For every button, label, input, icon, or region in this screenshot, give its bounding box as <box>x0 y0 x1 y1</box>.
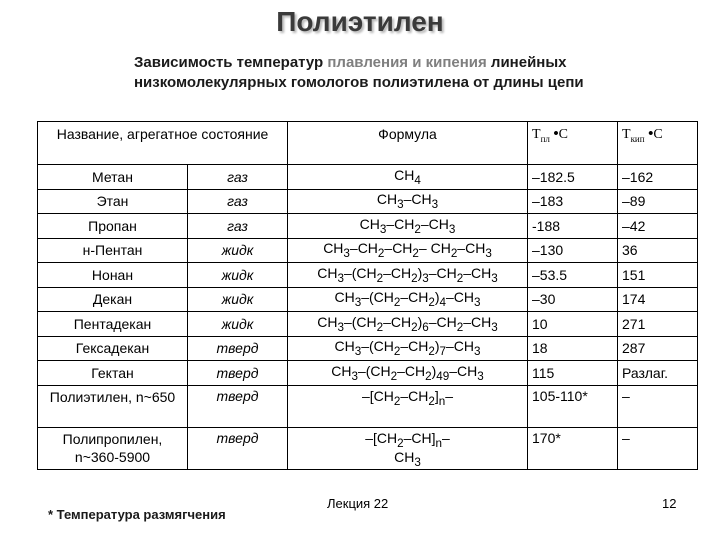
formula-part: –CH <box>383 264 412 281</box>
formula-part: CH <box>359 215 380 232</box>
formula-subscript: 7 <box>439 345 447 359</box>
formula-subscript: n <box>438 394 446 408</box>
formula-part: –CH <box>349 240 378 257</box>
table-header-row <box>38 122 698 165</box>
melting-temp: 18 <box>528 336 618 361</box>
formula-part: CH <box>331 362 352 379</box>
compound-name: Декан <box>38 287 188 312</box>
table-row <box>38 312 698 337</box>
aggregate-state: жидк <box>188 312 288 337</box>
formula-subscript: 2 <box>393 394 401 408</box>
formula-subscript: 3 <box>351 369 358 383</box>
aggregate-state: газ <box>188 189 288 214</box>
boiling-temp: 36 <box>618 238 698 263</box>
aggregate-state: тверд <box>188 336 288 361</box>
formula-part: CH <box>334 289 355 306</box>
formula-part: – <box>441 429 450 446</box>
table-row <box>38 238 698 263</box>
formula-part: –CH <box>386 215 415 232</box>
compound-name: Метан <box>38 165 188 190</box>
formula-part: CH <box>317 313 338 330</box>
formula-part: –(CH <box>361 338 394 355</box>
compound-name: Пентадекан <box>38 312 188 337</box>
formula-part: –(CH <box>357 362 391 379</box>
subtitle-part1: Зависимость температур <box>134 54 328 71</box>
formula-subscript: 4 <box>414 173 421 187</box>
formula-subscript: 2 <box>456 320 464 334</box>
header-name-state: Название, агрегатное состояние <box>38 122 288 165</box>
formula-part: –CH <box>384 240 413 257</box>
formula-part: –CH <box>400 387 429 404</box>
formula-part: –CH] <box>403 429 436 446</box>
formula-part: – CH <box>418 240 451 257</box>
melting-temp: –53.5 <box>528 263 618 288</box>
formula-part: CH <box>334 338 355 355</box>
melting-temp: 105-110* <box>528 385 618 427</box>
header-boiling-temp: $Т_{кип}$ •C <box>618 122 698 165</box>
formula-subscript: 2 <box>456 271 464 285</box>
formula-subscript: 3 <box>337 320 344 334</box>
compound-name: Гексадекан <box>38 336 188 361</box>
formula-subscript: 2 <box>393 296 401 310</box>
formula-subscript: 3 <box>354 296 362 310</box>
formula-part: CH <box>317 264 338 281</box>
formula-subscript: 2 <box>397 436 404 450</box>
aggregate-state: жидк <box>188 263 288 288</box>
boiling-temp: Разлаг. <box>618 361 698 386</box>
footnote: * Температура размягчения <box>48 507 226 522</box>
chemical-formula <box>288 336 528 361</box>
homologs-table <box>37 121 698 470</box>
formula-subscript: 4 <box>439 296 447 310</box>
formula-subscript: 49 <box>436 369 450 383</box>
formula-subscript: 2 <box>411 320 418 334</box>
aggregate-state: тверд <box>188 385 288 427</box>
chemical-formula <box>288 361 528 386</box>
formula-part: ) <box>434 289 440 306</box>
formula-part: –(CH <box>361 289 394 306</box>
chemical-formula <box>288 427 528 470</box>
formula-part: ) <box>434 338 440 355</box>
slide-subtitle <box>134 53 714 93</box>
formula-subscript: 3 <box>485 247 492 261</box>
formula-part: –CH <box>457 240 486 257</box>
slide-title: Полиэтилен <box>276 6 444 37</box>
table-row <box>38 287 698 312</box>
melting-temp: –183 <box>528 189 618 214</box>
boiling-temp: – <box>618 385 698 427</box>
subtitle-highlight: плавления и кипения <box>327 54 487 71</box>
formula-subscript: n <box>435 436 442 450</box>
boiling-temp: –42 <box>618 214 698 239</box>
formula-subscript: 3 <box>414 456 421 470</box>
header-melting-temp: $Т_{пл}$ •C <box>528 122 618 165</box>
table-row <box>38 189 698 214</box>
compound-name: н-Пентан <box>38 238 188 263</box>
formula-part: –CH <box>463 313 492 330</box>
boiling-temp: – <box>618 427 698 470</box>
formula-part: –CH <box>420 215 449 232</box>
formula-part: CH <box>323 240 344 257</box>
page-number: 12 <box>662 496 677 511</box>
formula-part: –CH <box>428 264 457 281</box>
formula-subscript: 3 <box>477 369 484 383</box>
formula-part: –CH <box>403 191 432 208</box>
boiling-temp: 174 <box>618 287 698 312</box>
melting-temp: –130 <box>528 238 618 263</box>
compound-name: Пропан <box>38 214 188 239</box>
chemical-formula <box>288 189 528 214</box>
boiling-temp: –89 <box>618 189 698 214</box>
formula-part: –CH <box>428 313 457 330</box>
chemical-formula <box>288 312 528 337</box>
chemical-formula <box>288 165 528 190</box>
formula-subscript: 3 <box>343 247 350 261</box>
formula-subscript: 3 <box>491 320 498 334</box>
chemical-formula <box>288 214 528 239</box>
aggregate-state: тверд <box>188 427 288 470</box>
formula-part: –CH <box>446 289 475 306</box>
formula-subscript: 6 <box>422 320 429 334</box>
formula-subscript: 2 <box>425 369 432 383</box>
melting-temp: -188 <box>528 214 618 239</box>
formula-subscript: 3 <box>431 198 439 212</box>
table-row <box>38 427 698 470</box>
aggregate-state: жидк <box>188 287 288 312</box>
compound-name: Этан <box>38 189 188 214</box>
aggregate-state: газ <box>188 214 288 239</box>
formula-part: –CH <box>397 362 426 379</box>
formula-part: CH <box>376 191 398 208</box>
formula-part: –(CH <box>343 264 377 281</box>
formula-part: –[CH <box>361 387 394 404</box>
formula-subscript: 2 <box>450 247 458 261</box>
formula-part: –CH <box>400 289 429 306</box>
formula-subscript: 2 <box>428 345 435 359</box>
compound-name: Нонан <box>38 263 188 288</box>
formula-part: –[CH <box>365 429 398 446</box>
boiling-temp: 287 <box>618 336 698 361</box>
table-row <box>38 361 698 386</box>
compound-name: Полиэтилен, n~650 <box>38 385 188 427</box>
aggregate-state: жидк <box>188 238 288 263</box>
melting-temp: 170* <box>528 427 618 470</box>
lecture-label: Лекция 22 <box>327 496 389 511</box>
table-row <box>38 165 698 190</box>
formula-subscript: 2 <box>428 394 435 408</box>
chemical-formula <box>288 287 528 312</box>
chemical-formula <box>288 263 528 288</box>
melting-temp: 115 <box>528 361 618 386</box>
boiling-temp: –162 <box>618 165 698 190</box>
compound-name: Полипропилен, n~360-5900 <box>38 427 188 470</box>
formula-subscript: 3 <box>474 296 481 310</box>
formula-part: –CH <box>446 338 475 355</box>
formula-part: ) <box>417 313 423 330</box>
chemical-formula <box>288 385 528 427</box>
table-row <box>38 336 698 361</box>
formula-part: –CH <box>463 264 492 281</box>
formula-subscript: 3 <box>448 222 456 236</box>
chemical-formula <box>288 238 528 263</box>
formula-part: CH <box>394 166 415 183</box>
formula-part: –(CH <box>343 313 377 330</box>
formula-part: ) <box>431 362 437 379</box>
formula-subscript: 2 <box>414 222 421 236</box>
boiling-temp: 151 <box>618 263 698 288</box>
formula-part: CH <box>394 449 415 466</box>
formula-subscript: 2 <box>390 369 398 383</box>
melting-temp: –30 <box>528 287 618 312</box>
subtitle-line2: низкомолекулярных гомологов полиэтилена от длины цепи <box>134 74 584 91</box>
formula-subscript: 2 <box>411 271 418 285</box>
formula-subscript: 2 <box>376 271 384 285</box>
compound-name: Гектан <box>38 361 188 386</box>
formula-part: ] <box>434 387 439 404</box>
table-row <box>38 385 698 427</box>
table-row <box>38 263 698 288</box>
aggregate-state: газ <box>188 165 288 190</box>
formula-subscript: 2 <box>376 320 384 334</box>
formula-subscript: 3 <box>491 271 498 285</box>
formula-part: –CH <box>383 313 412 330</box>
formula-subscript: 3 <box>422 271 429 285</box>
formula-subscript: 3 <box>379 222 387 236</box>
formula-part: ) <box>417 264 423 281</box>
formula-subscript: 3 <box>337 271 344 285</box>
subtitle-part2: линейных <box>486 54 567 71</box>
formula-subscript: 2 <box>393 345 401 359</box>
melting-temp: –182.5 <box>528 165 618 190</box>
formula-subscript: 3 <box>474 345 481 359</box>
formula-part: – <box>445 387 454 404</box>
melting-temp: 10 <box>528 312 618 337</box>
formula-subscript: 3 <box>354 345 362 359</box>
formula-subscript: 2 <box>412 247 419 261</box>
formula-subscript: 3 <box>397 198 404 212</box>
formula-subscript: 2 <box>377 247 385 261</box>
aggregate-state: тверд <box>188 361 288 386</box>
boiling-temp: 271 <box>618 312 698 337</box>
formula-part: –CH <box>449 362 478 379</box>
formula-subscript: 2 <box>428 296 435 310</box>
header-formula: Формула <box>288 122 528 165</box>
table-row <box>38 214 698 239</box>
formula-part: –CH <box>400 338 429 355</box>
